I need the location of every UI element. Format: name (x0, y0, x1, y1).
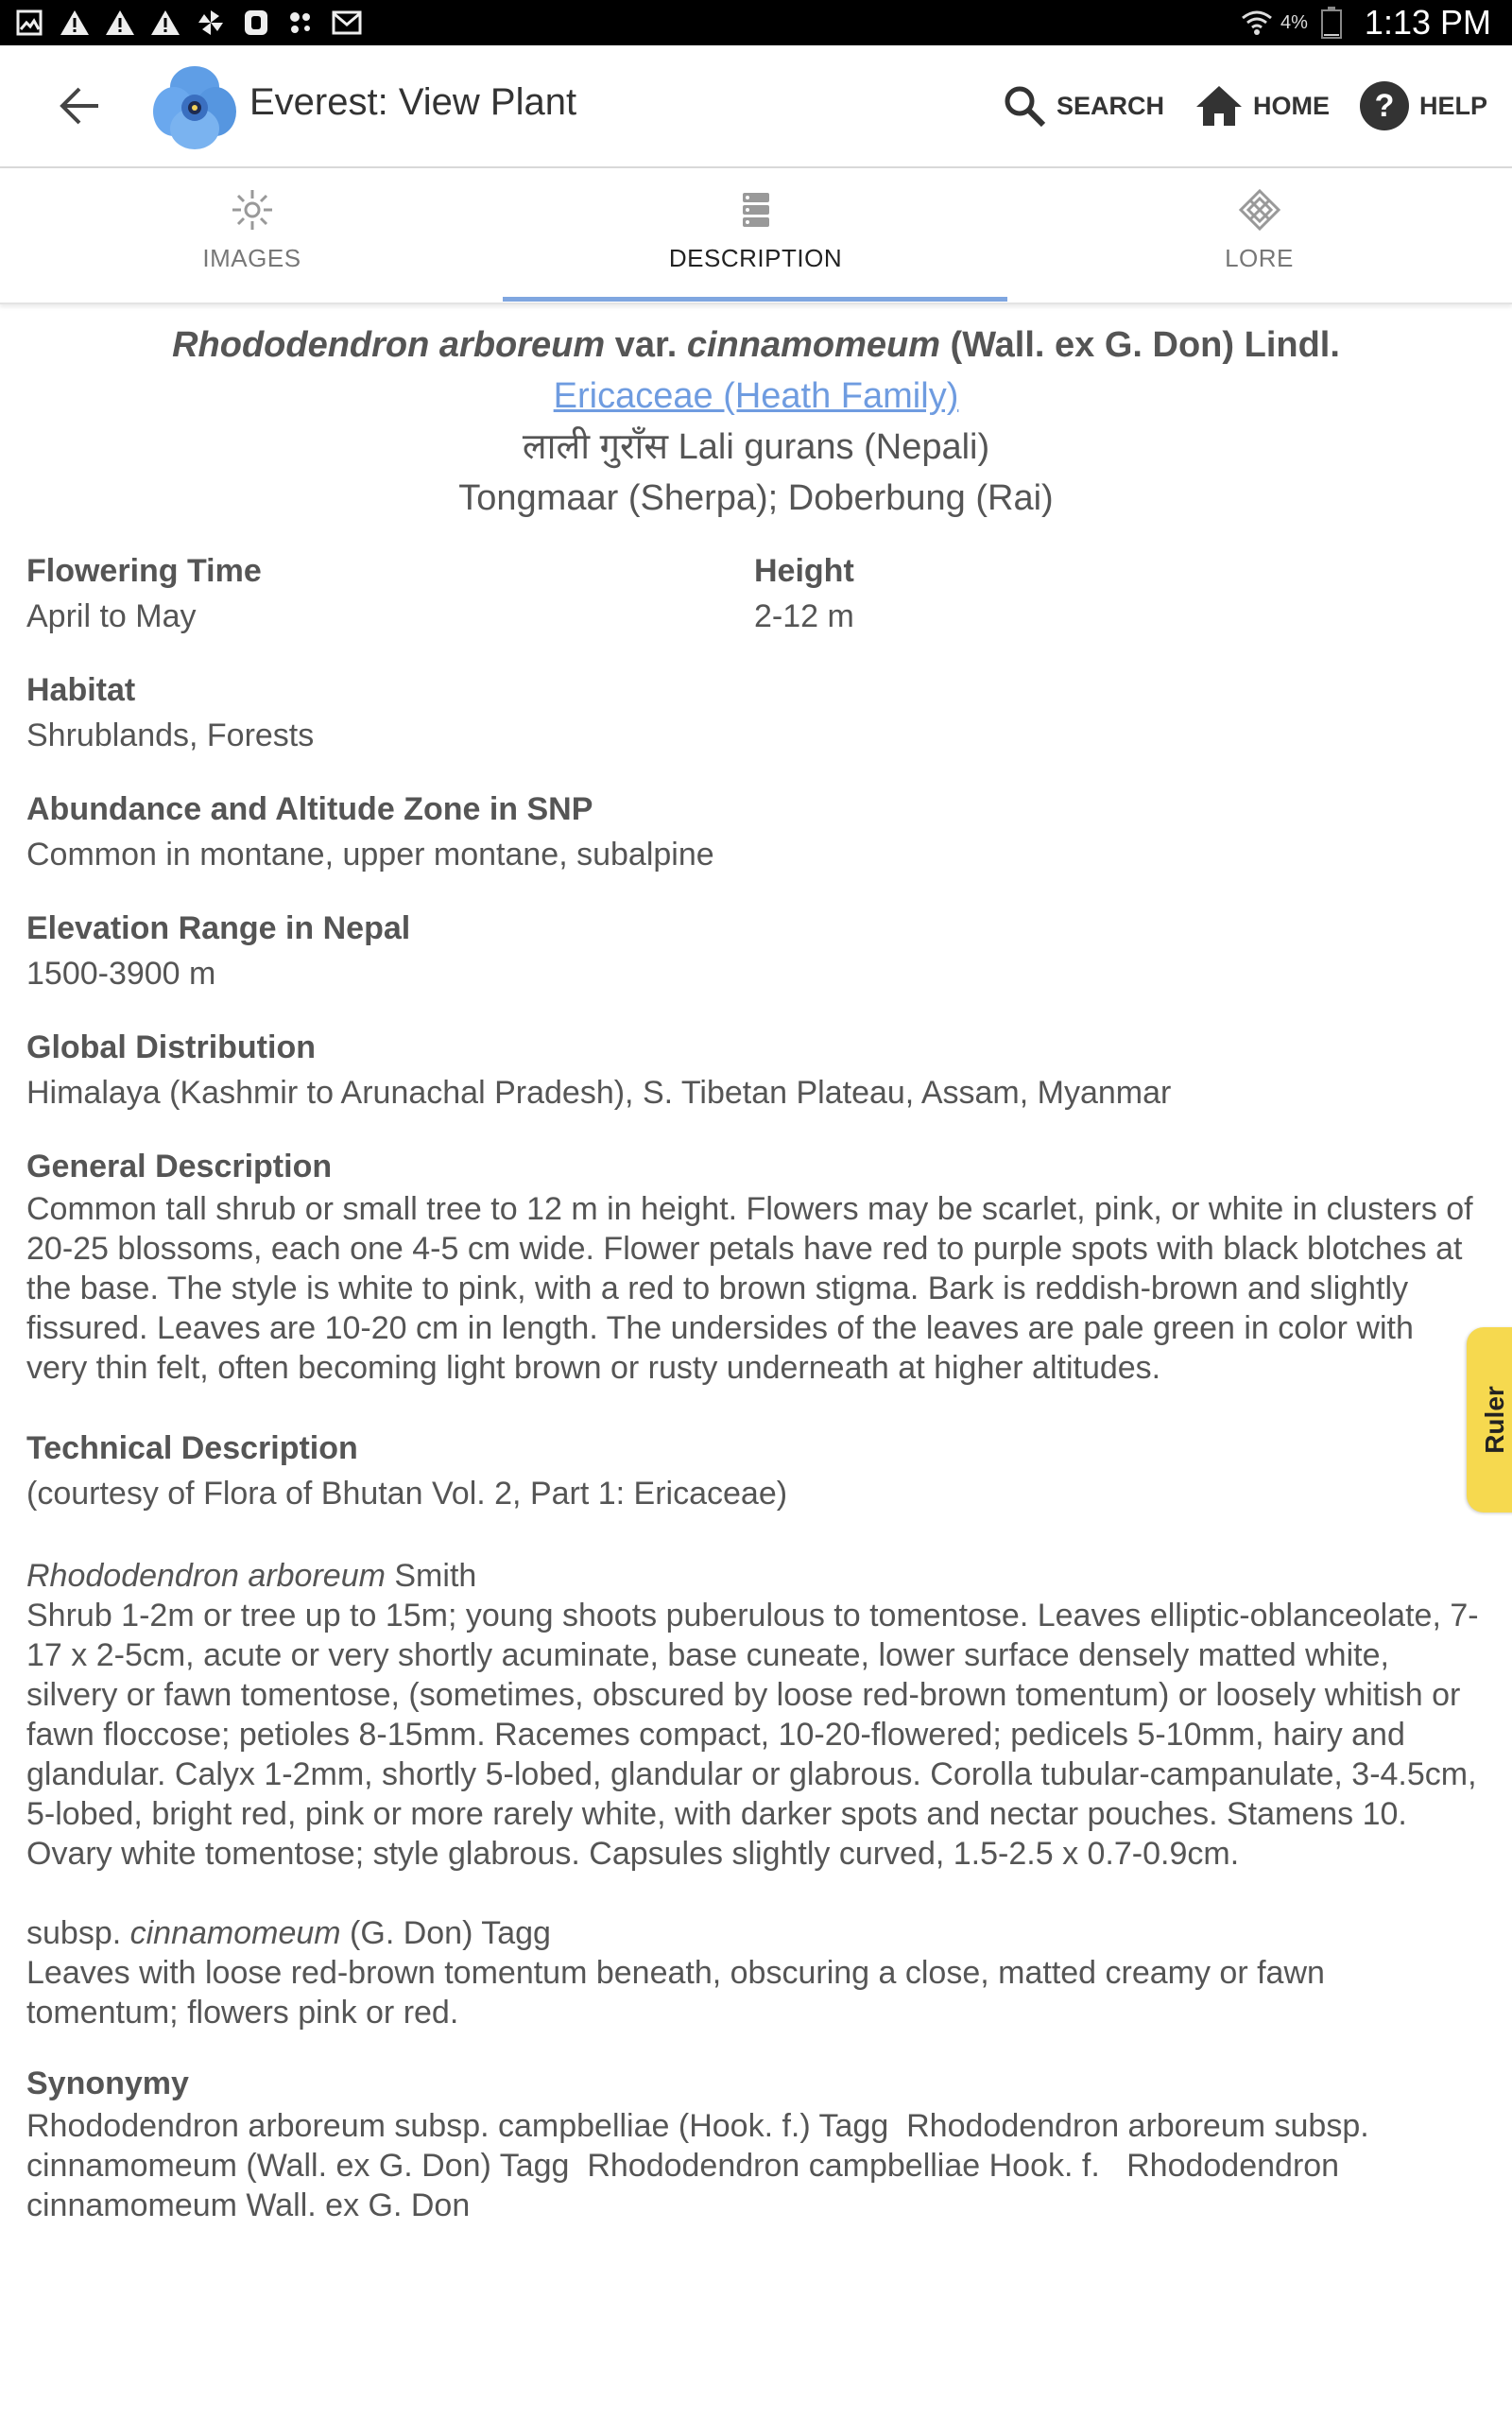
back-button[interactable] (57, 85, 104, 127)
elevation-field (26, 906, 1482, 996)
wifi-icon (1241, 7, 1273, 39)
warning-icon (104, 7, 136, 39)
height-value: 2-12 m (754, 598, 854, 634)
dots-icon (285, 7, 318, 39)
help-button[interactable] (1359, 76, 1487, 136)
technical-species-author: Smith (385, 1558, 477, 1594)
description-content (26, 302, 1482, 2254)
distribution-value: Himalaya (Kashmir to Arunachal Pradesh), S. Tibetan Plateau, Assam, Myanmar (26, 1075, 1172, 1111)
height-label: Height (754, 553, 854, 589)
tab-images-label: IMAGES (202, 244, 301, 272)
pinwheel-icon (195, 7, 227, 39)
subspecies-prefix: subsp. (26, 1915, 130, 1951)
flowering-time-value: April to May (26, 598, 197, 634)
subspecies-heading (26, 1913, 1482, 1953)
general-description-field (26, 1144, 1482, 1388)
flowering-time-label: Flowering Time (26, 553, 262, 589)
common-name-other: Tongmaar (Sherpa); Doberbung (Rai) (458, 478, 1054, 518)
page-title: Everest: View Plant (249, 81, 577, 123)
arrow-left-icon (57, 85, 104, 127)
synonymy-field (26, 2061, 1482, 2225)
scientific-name-var-name: cinnamomeum (686, 325, 940, 365)
tab-description-label: DESCRIPTION (668, 244, 843, 272)
image-icon (13, 7, 45, 39)
clock: 1:13 PM (1364, 3, 1491, 42)
shield-icon (240, 7, 272, 39)
tab-active-indicator (503, 297, 1007, 302)
technical-description-label: Technical Description (26, 1430, 358, 1466)
abundance-field (26, 786, 1482, 877)
help-label: HELP (1419, 91, 1488, 120)
help-icon (1359, 80, 1410, 131)
blue-poppy-icon (149, 62, 240, 153)
subspecies-text: Leaves with loose red-brown tomentum beneath, obscuring a close, matted creamy or fawn tomentum; flowers pink or red. (26, 1955, 1325, 2031)
battery-icon (1315, 7, 1348, 39)
common-name-nepali: लाली गुराँस Lali gurans (Nepali) (522, 427, 990, 467)
technical-description-source: (courtesy of Flora of Bhutan Vol. 2, Part 1: Ericaceae) (26, 1476, 788, 1512)
status-bar (0, 0, 1512, 45)
scientific-name-var: var. (605, 325, 687, 365)
technical-description-field (26, 1426, 1482, 2032)
ruler-tab[interactable] (1467, 1327, 1512, 1512)
abundance-label: Abundance and Altitude Zone in SNP (26, 791, 593, 827)
tab-images[interactable] (0, 168, 504, 302)
knot-icon (1235, 185, 1284, 234)
abundance-value: Common in montane, upper montane, subalpine (26, 837, 714, 873)
flowering-time-field (26, 548, 754, 639)
search-label: SEARCH (1057, 91, 1165, 120)
subspecies-author: (G. Don) Tagg (340, 1915, 551, 1951)
mail-icon (331, 7, 363, 39)
scientific-name (26, 320, 1486, 371)
tab-bar (0, 168, 1512, 304)
list-icon (731, 185, 781, 234)
notification-icons (13, 7, 363, 39)
general-description-label: General Description (26, 1149, 333, 1184)
distribution-label: Global Distribution (26, 1029, 316, 1065)
elevation-label: Elevation Range in Nepal (26, 910, 411, 946)
svg-text:?: ? (1374, 88, 1395, 124)
ruler-label: Ruler (1480, 1386, 1509, 1454)
scientific-name-species: Rhododendron arboreum (172, 325, 606, 365)
technical-species-text: Shrub 1-2m or tree up to 15m; young shoots puberulous to tomentose. Leaves elliptic-oblanceolate, 7-17 x 2-5cm, acute or very shortly acuminate, base cuneate, lower surface densely matted white, silvery or fawn tomentose, (sometimes, obscured by loose red-brown tomentum) or loosely whitish or fawn floccose; petioles 8-15mm. Racemes compact, 10-20-flowered; pedicels 5-10mm, hairy and glandular. Calyx 1-2mm, shortly 5-lobed, glandular or glabrous. Corolla tubular-campanulate, 3-4.5cm, 5-lobed, bright red, pink or more rarely white, with darker spots and nectar pouches. Stamens 10. Ovary white tomentose; style glabrous. Capsules slightly curved, 1.5-2.5 x 0.7-0.9cm. (26, 1598, 1479, 1872)
habitat-field (26, 667, 1482, 758)
app-bar (0, 45, 1512, 168)
warning-icon (149, 7, 181, 39)
distribution-field (26, 1025, 1482, 1115)
home-button[interactable] (1194, 76, 1330, 136)
warning-icon (59, 7, 91, 39)
search-icon (1002, 83, 1047, 129)
tab-description[interactable] (504, 168, 1007, 302)
synonymy-label: Synonymy (26, 2066, 189, 2101)
tab-lore[interactable] (1007, 168, 1511, 302)
height-field (754, 548, 1482, 639)
habitat-value: Shrublands, Forests (26, 717, 315, 753)
plant-header (26, 320, 1486, 524)
home-label: HOME (1253, 91, 1330, 120)
technical-species-name: Rhododendron arboreum (26, 1558, 386, 1594)
battery-percent: 4% (1280, 11, 1308, 33)
habitat-label: Habitat (26, 672, 136, 708)
flowering-height-row (26, 548, 1482, 667)
app-logo (149, 62, 240, 153)
technical-species-heading (26, 1556, 1482, 1596)
scientific-name-author: (Wall. ex G. Don) Lindl. (940, 325, 1340, 365)
elevation-value: 1500-3900 m (26, 956, 216, 992)
sun-icon (228, 185, 277, 234)
home-icon (1194, 84, 1244, 128)
synonymy-value: Rhododendron arboreum subsp. campbelliae (Hook. f.) Tagg Rhododendron arboreum subsp. cinnamomeum (Wall. ex G. Don) Tagg Rhododendron campbelliae Hook. f. Rhododendron cinnamomeum Wall. ex G. Don (26, 2108, 1379, 2223)
family-link[interactable]: Ericaceae (Heath Family) (553, 376, 959, 416)
search-button[interactable] (1002, 76, 1164, 136)
subspecies-name: cinnamomeum (129, 1915, 341, 1951)
general-description-value: Common tall shrub or small tree to 12 m in height. Flowers may be scarlet, pink, or white in clusters of 20-25 blossoms, each one 4-5 cm wide. Flower petals have red to purple spots with black blotches at the base. The style is white to pink, with a red to brown stigma. Bark is reddish-brown and slightly fissured. Leaves are 10-20 cm in length. The undersides of the leaves are pale green in color with very thin felt, often becoming light brown or rusty underneath at higher altitudes. (26, 1191, 1473, 1386)
tab-lore-label: LORE (1225, 244, 1294, 272)
